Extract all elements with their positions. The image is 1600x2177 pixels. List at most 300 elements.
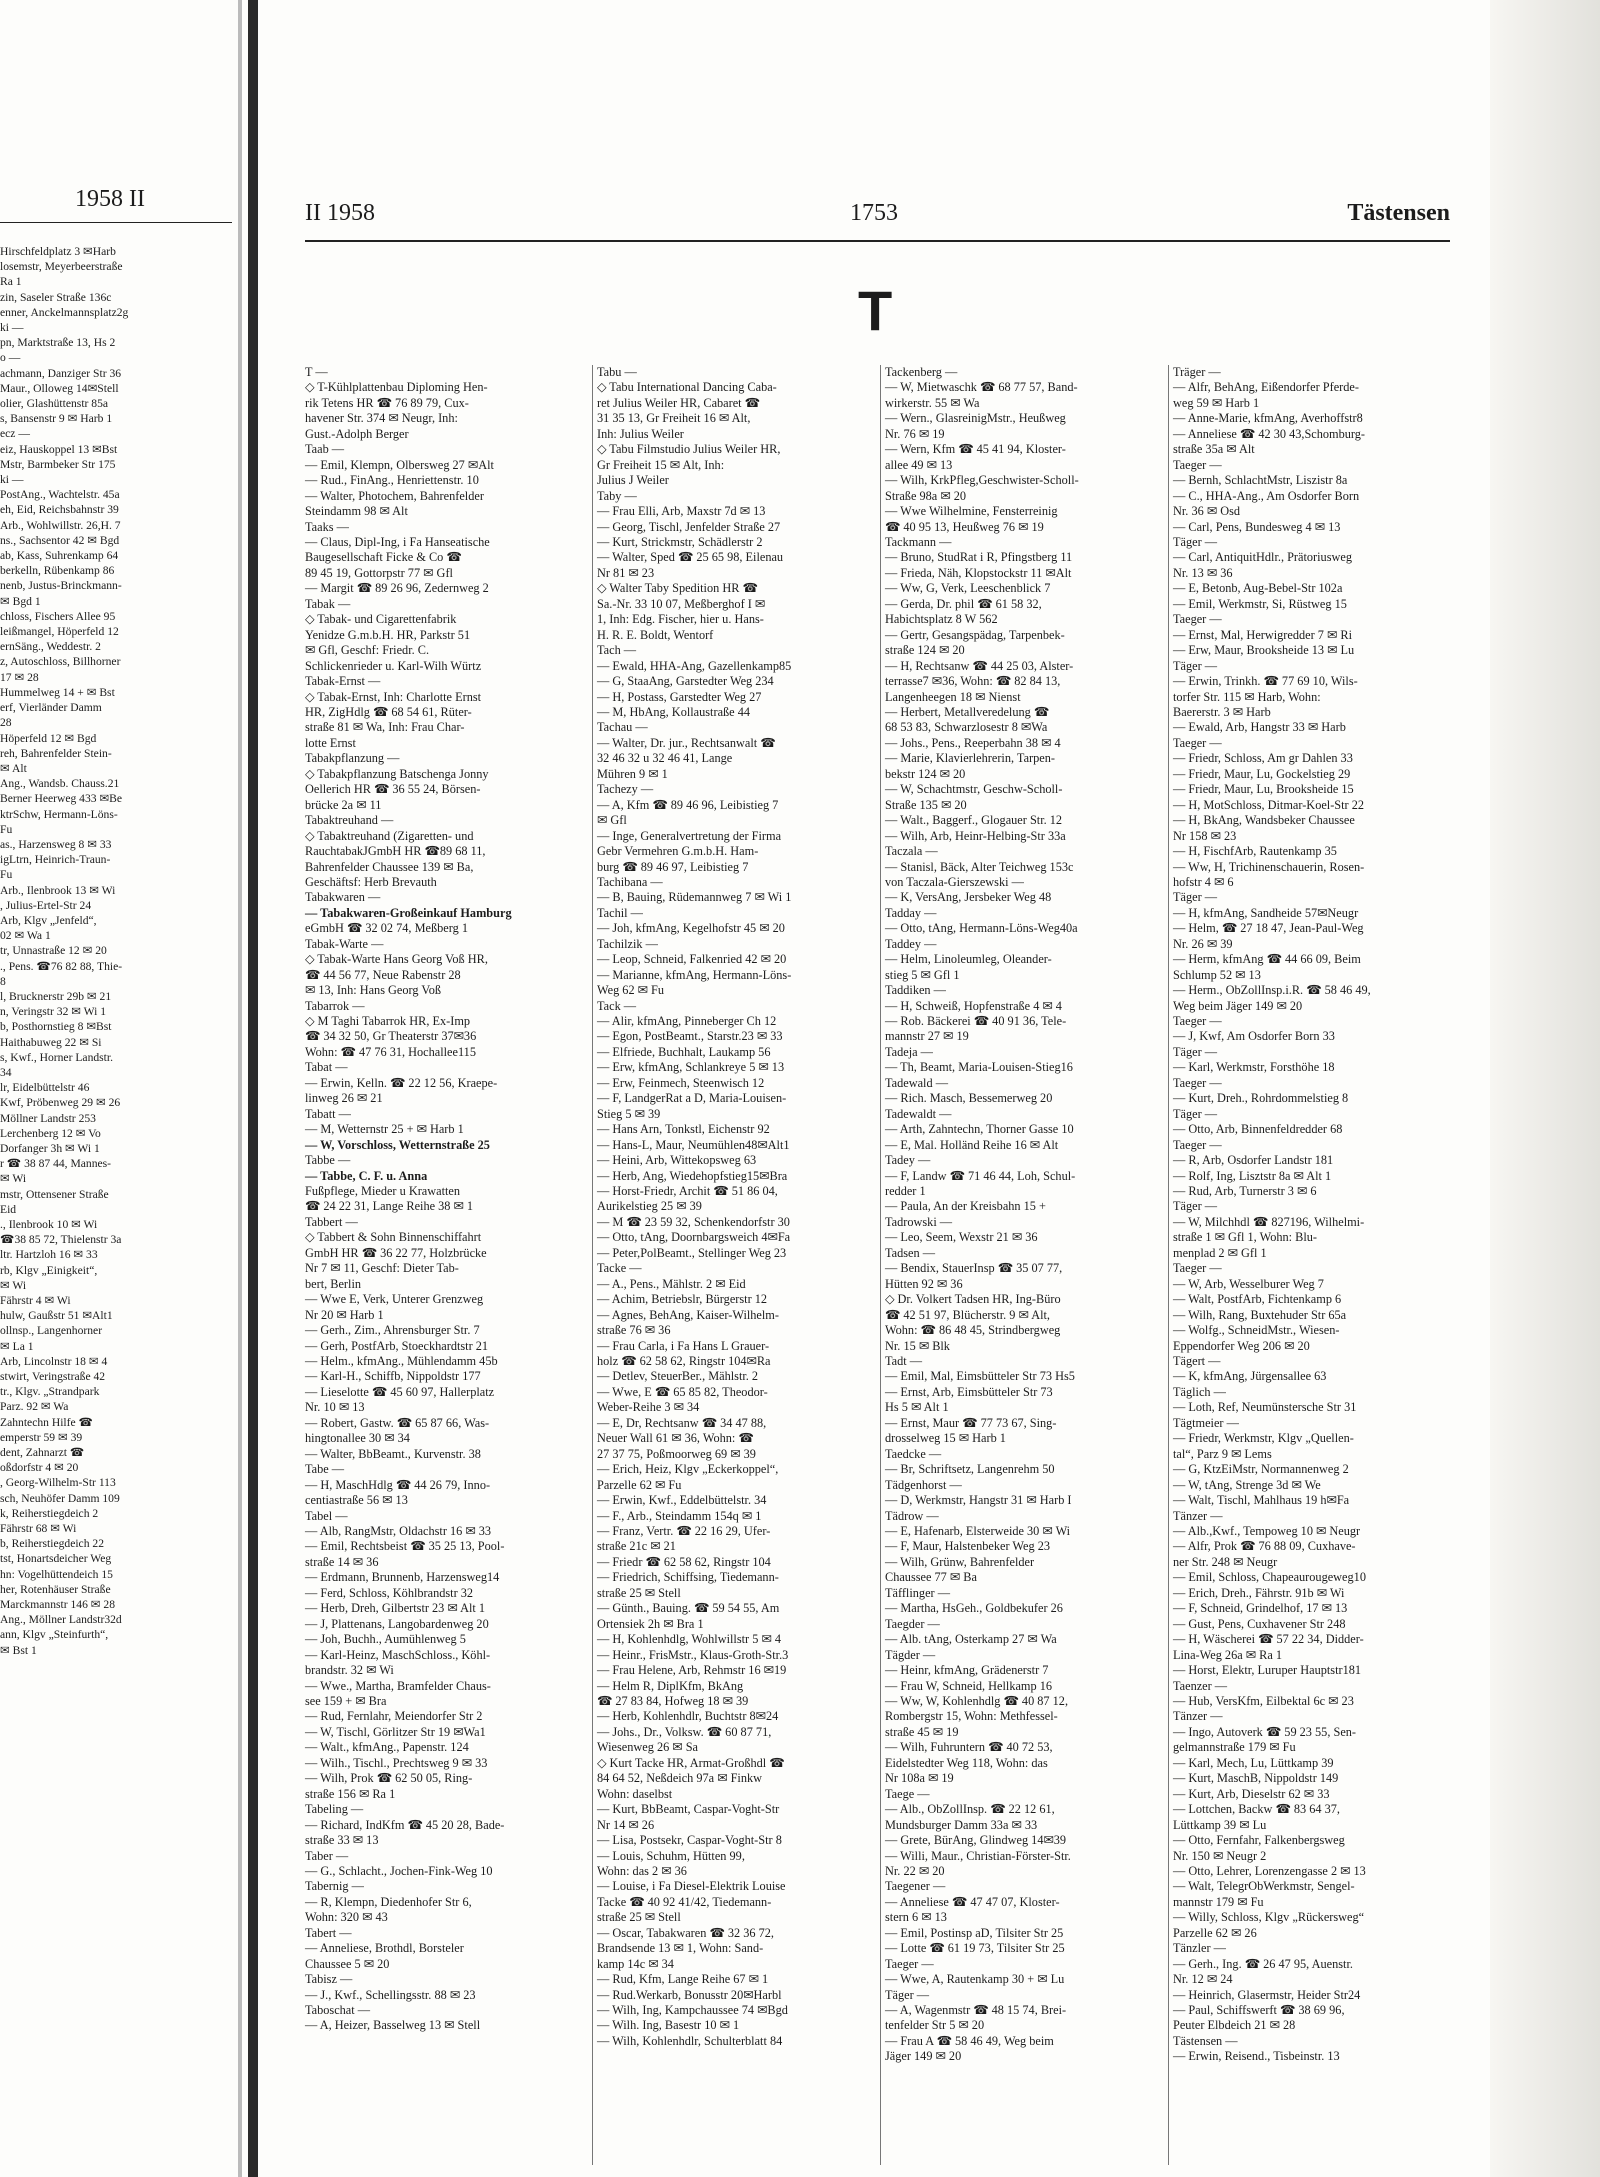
- left-page-line: igLtrn, Heinrich-Traun-: [0, 853, 111, 867]
- surname-heading: Tägert —: [1173, 1354, 1221, 1368]
- directory-entry: — J., Kwf., Schellingsstr. 88 ✉ 23: [305, 1987, 476, 2002]
- directory-entry: — Walter, Dr. jur., Rechtsanwalt ☎: [597, 735, 776, 750]
- left-page-line: stwirt, Veringstraße 42: [0, 1370, 106, 1384]
- surname-heading: Tackmann —: [885, 534, 952, 549]
- directory-entry: Nr. 150 ✉ Neugr 2: [1173, 1848, 1267, 1863]
- directory-entry: 68 53 83, Schwarzlosestr 8 ✉Wa: [885, 720, 1048, 735]
- left-page-line: olier, Glashüttenstr 85a: [0, 397, 109, 411]
- directory-entry: — M, HbAng, Kollaustraße 44: [597, 704, 751, 719]
- surname-heading: Täger —: [1173, 890, 1218, 905]
- surname-heading: Täger —: [885, 1987, 930, 2002]
- surname-heading: Tabe —: [305, 1462, 345, 1477]
- directory-entry: Langenheegen 18 ✉ Nienst: [885, 689, 1021, 704]
- directory-entry: rik Tetens HR ☎ 76 89 79, Cux-: [305, 395, 469, 410]
- directory-entry: ✉ Gfl, Geschf: Friedr. C.: [305, 643, 430, 658]
- header-rule: [305, 240, 1450, 242]
- left-page-line: Haithabuweg 22 ✉ Si: [0, 1035, 102, 1049]
- book-gutter: [248, 0, 258, 2177]
- left-page-line: eiz, Hauskoppel 13 ✉Bst: [0, 442, 118, 456]
- surname-heading: Tabak-Warte —: [305, 936, 384, 951]
- directory-entry: — Wern, Kfm ☎ 45 41 94, Kloster-: [885, 442, 1066, 457]
- directory-entry: — Wilh, Rang, Buxtehuder Str 65a: [1173, 1307, 1347, 1322]
- directory-entry: straße 124 ✉ 20: [885, 643, 965, 658]
- directory-entry: — Otto, Fernfahr, Falkenbergsweg: [1173, 1833, 1345, 1848]
- directory-entry: — Anneliese ☎ 42 30 43,Schomburg-: [1173, 426, 1366, 441]
- surname-heading: Tadey —: [885, 1153, 931, 1168]
- directory-entry: menplad 2 ✉ Gfl 1: [1173, 1245, 1267, 1260]
- header-right-keyword: Tästensen: [1347, 200, 1450, 226]
- left-page-line: 17 ✉ 28: [0, 670, 39, 684]
- directory-entry: — H, Schweiß, Hopfenstraße 4 ✉ 4: [885, 998, 1062, 1013]
- directory-entry: mannstr 179 ✉ Fu: [1173, 1894, 1264, 1909]
- directory-entry: — Friedr, Maur, Lu, Gockelstieg 29: [1173, 766, 1351, 781]
- directory-entry: — Rud, Fernlahr, Meiendorfer Str 2: [305, 1709, 483, 1724]
- surname-heading: Taenzer —: [1173, 1678, 1228, 1693]
- surname-heading: Taegder —: [885, 1616, 940, 1631]
- directory-entry: — Kurt, Strickmstr, Schädlerstr 2: [597, 534, 763, 549]
- directory-entry: — Frieda, Näh, Klopstockstr 11 ✉Alt: [885, 565, 1072, 580]
- directory-entry: — Rich. Masch, Bessemerweg 20: [885, 1091, 1053, 1106]
- directory-entry: — Wwe., Martha, Bramfelder Chaus-: [305, 1678, 491, 1693]
- surname-heading: Taeger —: [885, 1956, 934, 1971]
- directory-entry: weg 59 ✉ Harb 1: [1173, 395, 1260, 410]
- directory-entry: — Rob. Bäckerei ☎ 40 91 36, Tele-: [885, 1014, 1067, 1029]
- directory-entry: — Emil, Werkmstr, Si, Rüstweg 15: [1173, 596, 1347, 611]
- directory-entry: — Anneliese ☎ 47 47 07, Kloster-: [885, 1894, 1060, 1909]
- directory-entry: straße 14 ✉ 36: [305, 1554, 379, 1569]
- directory-entry: straße 35a ✉ Alt: [1173, 442, 1255, 457]
- directory-entry: — Ernst, Maur ☎ 77 73 67, Sing-: [885, 1415, 1057, 1430]
- left-page-line: , Georg-Wilhelm-Str 113: [0, 1476, 116, 1490]
- directory-entry: centiastraße 56 ✉ 13: [305, 1493, 408, 1508]
- left-page-line: ✉ Alt: [0, 761, 27, 775]
- directory-entry: Parzelle 62 ✉ 26: [1173, 1925, 1257, 1940]
- directory-entry: — Inge, Generalvertretung der Firma: [597, 828, 782, 843]
- directory-entry: — Wwe, A, Rautenkamp 30 + ✉ Lu: [885, 1972, 1065, 1987]
- directory-entry: — Walt., kfmAng., Papenstr. 124: [305, 1740, 469, 1755]
- directory-entry: 84 64 52, Neßdeich 97a ✉ Finkw: [597, 1771, 763, 1786]
- left-page-line: PostAng., Wachtelstr. 45a: [0, 488, 120, 502]
- directory-entry: — Detlev, SteuerBer., Mählstr. 2: [597, 1369, 759, 1384]
- page-header: [305, 200, 1450, 230]
- left-page-line: Fu: [0, 868, 13, 882]
- surname-heading: Tägtmeier —: [1173, 1415, 1239, 1430]
- directory-entry: 32 46 32 u 32 46 41, Lange: [597, 751, 733, 766]
- directory-entry: — Wilh, Grünw, Bahrenfelder: [885, 1554, 1035, 1569]
- directory-entry: — Rud, Arb, Turnerstr 3 ✉ 6: [1173, 1184, 1317, 1199]
- left-page-line: , Julius-Ertel-Str 24: [0, 898, 92, 912]
- surname-heading: Tach —: [597, 643, 637, 658]
- left-page-line: n, Veringstr 32 ✉ Wi 1: [0, 1005, 107, 1019]
- directory-entry: — Frau A ☎ 58 46 49, Weg beim: [885, 2033, 1054, 2048]
- section-letter: T: [858, 279, 893, 342]
- directory-entry: — Wilh, Arb, Heinr-Helbing-Str 33a: [885, 828, 1066, 843]
- left-page-line: s, Kwf., Horner Landstr.: [0, 1050, 114, 1064]
- directory-entry: — Lottchen, Backw ☎ 83 64 37,: [1173, 1802, 1340, 1817]
- directory-entry: — R, Klempn, Diedenhofer Str 6,: [305, 1894, 472, 1909]
- left-page-line: ✉ Bst 1: [0, 1643, 37, 1657]
- directory-entry: Baugesellschaft Ficke & Co ☎: [305, 550, 462, 565]
- directory-entry: — Alir, kfmAng, Pinneberger Ch 12: [597, 1014, 777, 1029]
- directory-entry: Chaussee 5 ✉ 20: [305, 1956, 390, 1971]
- directory-entry: mannstr 27 ✉ 19: [885, 1029, 969, 1044]
- directory-entry: ☎ 34 32 50, Gr Theaterstr 37✉36: [305, 1029, 477, 1044]
- directory-entry: — H, Wäscherei ☎ 57 22 34, Didder-: [1173, 1632, 1364, 1647]
- surname-heading: Taaks —: [305, 519, 349, 534]
- directory-entry: — Bernh, SchlachtMstr, Liszistr 8a: [1173, 473, 1348, 488]
- left-page-line: 34: [0, 1065, 12, 1079]
- directory-entry: Wohn: daselbst: [597, 1786, 673, 1801]
- directory-entry: — Friedrich, Schiffsing, Tiedemann-: [597, 1570, 779, 1585]
- directory-entry: Eppendorfer Weg 206 ✉ 20: [1173, 1338, 1310, 1353]
- left-page-line: dent, Zahnarzt ☎: [0, 1446, 85, 1460]
- directory-entry: — Wilh, Kohlenhdlr, Schulterblatt 84: [597, 2033, 783, 2048]
- directory-entry: — Joh, Buchh., Aumühlenweg 5: [305, 1632, 466, 1647]
- directory-entry: brandstr. 32 ✉ Wi: [305, 1663, 394, 1678]
- directory-entry: Nr 108a ✉ 19: [885, 1771, 954, 1786]
- directory-entry: — W, Schachtmstr, Geschw-Scholl-: [885, 782, 1063, 797]
- directory-entry: — Karl, Werkmstr, Forsthöhe 18: [1173, 1060, 1335, 1075]
- surname-heading: Tachilzik —: [597, 936, 658, 951]
- directory-entry: ☎ 42 51 97, Blücherstr. 9 ✉ Alt,: [885, 1307, 1050, 1322]
- directory-entry: Eidelstedter Weg 118, Wohn: das: [885, 1755, 1048, 1770]
- directory-entry: tal“, Parz 9 ✉ Lems: [1173, 1446, 1272, 1461]
- directory-entry: straße 81 ✉ Wa, Inh: Frau Char-: [305, 720, 465, 735]
- directory-entry: Brandsende 13 ✉ 1, Wohn: Sand-: [597, 1941, 764, 1956]
- left-page-line: Arb, Klgv „Jenfeld“,: [0, 913, 97, 927]
- left-page-line: ktrSchw, Hermann-Löns-: [0, 807, 118, 821]
- directory-entry: — H, Kohlenhdlg, Wohlwillstr 5 ✉ 4: [597, 1632, 781, 1647]
- directory-entry: drosselweg 15 ✉ Harb 1: [885, 1431, 1006, 1446]
- directory-entry: brücke 2a ✉ 11: [305, 797, 382, 812]
- left-page-line: Dorfanger 3h ✉ Wi 1: [0, 1141, 100, 1155]
- left-page-line: rb, Klgv „Einigkeit“,: [0, 1263, 98, 1277]
- surname-heading: Tacke —: [597, 1261, 642, 1276]
- directory-entry: Nr 20 ✉ Harb 1: [305, 1307, 384, 1322]
- surname-heading: Taeger —: [1173, 612, 1222, 627]
- directory-entry: — Erdmann, Brunnenb, Harzensweg14: [305, 1570, 500, 1585]
- directory-entry: — Friedr, Werkmstr, Klgv „Quellen-: [1173, 1431, 1354, 1446]
- directory-entry: Wohn: das 2 ✉ 36: [597, 1863, 687, 1878]
- directory-entry: — Walt., Baggerf., Glogauer Str. 12: [885, 813, 1063, 828]
- directory-entry: — H, MotSchloss, Ditmar-Koel-Str 22: [1173, 797, 1365, 812]
- directory-entry: see 159 + ✉ Bra: [305, 1693, 387, 1708]
- directory-entry: — E, Dr, Rechtsanw ☎ 34 47 88,: [597, 1415, 767, 1430]
- directory-entry: — Ferd, Schloss, Köhlbrandstr 32: [305, 1585, 474, 1600]
- directory-entry: ret Julius Weiler HR, Cabaret ☎: [597, 395, 760, 410]
- directory-entry: — H, BkAng, Wandsbeker Chaussee: [1173, 813, 1355, 828]
- directory-entry: — F, Schneid, Grindelhof, 17 ✉ 13: [1173, 1601, 1348, 1616]
- surname-heading: Taeger —: [1173, 1014, 1222, 1029]
- directory-entry: — Carl, AntiquitHdlr., Prätoriusweg: [1173, 550, 1352, 565]
- surname-heading: Tack —: [597, 998, 637, 1013]
- surname-heading: Tadt —: [885, 1354, 923, 1368]
- directory-entry: — Gerh, PostfArb, Stoeckhardtstr 21: [305, 1338, 489, 1353]
- directory-entry: — Frau Elli, Arb, Maxstr 7d ✉ 13: [597, 504, 766, 519]
- directory-entry: RauchtabakJGmbH HR ☎89 68 11,: [305, 844, 486, 859]
- surname-heading: Tabernig —: [305, 1879, 364, 1894]
- directory-entry: — F, Maur, Halstenbeker Weg 23: [885, 1539, 1050, 1554]
- surname-heading: Tädgenhorst —: [885, 1477, 962, 1492]
- directory-entry: — Walt, PostfArb, Fichtenkamp 6: [1173, 1292, 1342, 1307]
- left-page-line: k, Reiherstiegdeich 2: [0, 1506, 99, 1520]
- directory-entry: — Wolfg., SchneidMstr., Wiesen-: [1173, 1323, 1340, 1338]
- directory-entry: — Wilh. Ing, Basestr 10 ✉ 1: [597, 2018, 740, 2033]
- directory-entry: — Otto, tAng, Hermann-Löns-Weg40a: [885, 921, 1078, 936]
- left-page-line: 28: [0, 716, 12, 730]
- directory-entry: — R, Arb, Osdorfer Landstr 181: [1173, 1153, 1334, 1168]
- surname-heading: Tabeling —: [305, 1802, 364, 1817]
- directory-entry: — Alfr, Prok ☎ 76 88 09, Cuxhave-: [1173, 1539, 1356, 1554]
- left-page-line: Kwf, Pröbenweg 29 ✉ 26: [0, 1096, 121, 1110]
- directory-entry: — Anneliese, Brothdl, Borsteler: [305, 1941, 464, 1956]
- surname-heading: Taddiken —: [885, 983, 946, 998]
- left-page-line: ns., Sachsentor 42 ✉ Bgd: [0, 533, 120, 547]
- left-page-line: ✉ Bgd 1: [0, 594, 41, 608]
- left-page-line: oßdorfstr 4 ✉ 20: [0, 1461, 79, 1475]
- directory-entry: — Heinr., FrisMstr., Klaus-Groth-Str.3: [597, 1647, 789, 1662]
- left-page-line: achmann, Danziger Str 36: [0, 366, 122, 380]
- directory-entry: Hütten 92 ✉ 36: [885, 1276, 963, 1291]
- directory-entry: — H, Rechtsanw ☎ 44 25 03, Alster-: [885, 658, 1074, 673]
- directory-entry: — H, MaschHdlg ☎ 44 26 79, Inno-: [305, 1477, 491, 1492]
- surname-heading: Tadewald —: [885, 1075, 948, 1090]
- directory-entry: — H, kfmAng, Sandheide 57✉Neugr: [1173, 905, 1359, 920]
- directory-entry: — Marianne, kfmAng, Hermann-Löns-: [597, 967, 792, 982]
- left-page-line: mstr, Ottensener Straße: [0, 1187, 109, 1201]
- directory-entry: allee 49 ✉ 13: [885, 457, 953, 472]
- directory-entry: — Heinrich, Glasermstr, Heider Str24: [1173, 1987, 1361, 2002]
- directory-entry: straße 156 ✉ Ra 1: [305, 1786, 396, 1801]
- directory-entry: straße 25 ✉ Stell: [597, 1910, 681, 1925]
- left-page-line: z, Autoschloss, Billhorner: [0, 655, 121, 669]
- left-page-line: r ☎ 38 87 44, Mannes-: [0, 1157, 112, 1171]
- directory-entry: — Frau Carla, i Fa Hans L Grauer-: [597, 1338, 770, 1353]
- directory-entry: — W, Milchhdl ☎ 827196, Wilhelmi-: [1173, 1214, 1365, 1229]
- directory-entry: — H, FischfArb, Rautenkamp 35: [1173, 844, 1337, 859]
- left-page-line: Mstr, Barmbeker Str 175: [0, 457, 116, 471]
- left-page-line: Fährstr 68 ✉ Wi: [0, 1522, 77, 1536]
- directory-entry: — Alb, RangMstr, Oldachstr 16 ✉ 33: [305, 1523, 492, 1538]
- directory-entry: — M ☎ 23 59 32, Schenkendorfstr 30: [597, 1214, 790, 1229]
- directory-entry: — Walter, Sped ☎ 25 65 98, Eilenau: [597, 550, 784, 565]
- directory-entry: — Loth, Ref, Neumünstersche Str 31: [1173, 1400, 1357, 1415]
- surname-heading: Taby —: [597, 488, 637, 503]
- directory-entry: — Alb. tAng, Osterkamp 27 ✉ Wa: [885, 1632, 1057, 1647]
- directory-entry: Oellerich HR ☎ 36 55 24, Börsen-: [305, 782, 481, 797]
- directory-entry: Nr. 12 ✉ 24: [1173, 1972, 1233, 1987]
- directory-entry: Nr. 36 ✉ Osd: [1173, 504, 1241, 519]
- left-page-line: Maur., Olloweg 14✉Stell: [0, 381, 119, 395]
- directory-entry: Aurikelstieg 25 ✉ 39: [597, 1199, 702, 1214]
- column-2: [597, 365, 877, 2049]
- directory-entry: — Margit ☎ 89 26 96, Zedernweg 2: [305, 581, 489, 596]
- directory-entry: — Herm., ObZollInsp.i.R. ☎ 58 46 49,: [1173, 983, 1371, 998]
- directory-entry: Parzelle 62 ✉ Fu: [597, 1477, 682, 1492]
- surname-heading: Täglich —: [1173, 1384, 1226, 1399]
- column-divider: [880, 365, 881, 2165]
- directory-entry: Bahrenfelder Chaussee 139 ✉ Ba,: [305, 859, 474, 874]
- directory-entry: linweg 26 ✉ 21: [305, 1091, 383, 1106]
- directory-entry: — H, Postass, Garstedter Weg 27: [597, 689, 762, 704]
- directory-entry: — Walt, TelegrObWerkmstr, Sengel-: [1173, 1879, 1355, 1894]
- left-page-header: 1958 II: [75, 186, 145, 212]
- directory-entry: — Helm, ☎ 27 18 47, Jean-Paul-Weg: [1173, 921, 1364, 936]
- directory-entry: — Wern., GlasreinigMstr., Heußweg: [885, 411, 1066, 426]
- directory-entry: Gebr Vermehren G.m.b.H. Ham-: [597, 844, 759, 859]
- surname-heading: Täger —: [1173, 1044, 1218, 1059]
- left-page-line: Ang., Möllner Landstr32d: [0, 1613, 122, 1627]
- directory-entry: Straße 98a ✉ 20: [885, 488, 966, 503]
- directory-entry: — D, Werkmstr, Hangstr 31 ✉ Harb I: [885, 1493, 1072, 1508]
- directory-entry: Schlickenrieder u. Karl-Wilh Würtz: [305, 658, 482, 673]
- directory-entry: Steindamm 98 ✉ Alt: [305, 504, 408, 519]
- directory-entry: — Th, Beamt, Maria-Louisen-Stieg16: [885, 1060, 1073, 1075]
- left-page-line: reh, Bahrenfelder Stein-: [0, 746, 112, 760]
- header-left: II 1958: [305, 200, 375, 226]
- directory-entry: — Frau W, Schneid, Hellkamp 16: [885, 1678, 1053, 1693]
- directory-entry: Lina-Weg 26a ✉ Ra 1: [1173, 1647, 1283, 1662]
- directory-entry: — W, Arb, Wesselburer Weg 7: [1173, 1276, 1324, 1291]
- directory-entry: — Horst-Friedr, Archit ☎ 51 86 04,: [597, 1184, 778, 1199]
- surname-heading: Tabaktreuhand —: [305, 813, 394, 828]
- directory-entry: — Johs., Pens., Reeperbahn 38 ✉ 4: [885, 735, 1061, 750]
- directory-entry: ◇ Tabu Filmstudio Julius Weiler HR,: [597, 442, 781, 457]
- directory-entry: Wohn: ☎ 47 76 31, Hochallee115: [305, 1044, 476, 1059]
- surname-heading: Tachibana —: [597, 874, 663, 889]
- directory-entry: — Grete, BürAng, Glindweg 14✉39: [885, 1833, 1067, 1848]
- directory-entry: — Marie, Klavierlehrerin, Tarpen-: [885, 751, 1055, 766]
- directory-entry: — Helm., kfmAng., Mühlendamm 45b: [305, 1354, 498, 1368]
- left-page-line: ann, Klgv „Steinfurth“,: [0, 1628, 109, 1642]
- directory-entry: — Richard, IndKfm ☎ 45 20 28, Bade-: [305, 1817, 505, 1832]
- directory-entry: — Tabbe, C. F. u. Anna: [305, 1168, 428, 1183]
- directory-entry: — Kurt, MaschB, Nippoldstr 149: [1173, 1771, 1339, 1786]
- directory-entry: — Friedr, Schloss, Am gr Dahlen 33: [1173, 751, 1353, 766]
- surname-heading: Tästensen —: [1173, 2033, 1238, 2048]
- directory-entry: ☎ 44 56 77, Neue Rabenstr 28: [305, 967, 461, 982]
- directory-entry: ◇ T-Kühlplattenbau Diploming Hen-: [305, 380, 488, 395]
- directory-entry: — A., Pens., Mählstr. 2 ✉ Eid: [597, 1276, 746, 1291]
- directory-entry: — Herb, Ang, Wiedehopfstieg15✉Bra: [597, 1168, 788, 1183]
- directory-entry: stern 6 ✉ 13: [885, 1910, 947, 1925]
- surname-heading: Täger —: [1173, 534, 1218, 549]
- directory-entry: — Georg, Tischl, Jenfelder Straße 27: [597, 519, 781, 534]
- directory-entry: ☎ 27 83 84, Hofweg 18 ✉ 39: [597, 1693, 749, 1708]
- left-page-line: Hummelweg 14 + ✉ Bst: [0, 685, 115, 699]
- directory-entry: — Johs., Dr., Volksw. ☎ 60 87 71,: [597, 1724, 772, 1739]
- left-page-line: Eid: [0, 1202, 17, 1216]
- directory-entry: — Louise, i Fa Diesel-Elektrik Louise: [597, 1879, 786, 1894]
- directory-entry: ◇ Tabu International Dancing Caba-: [597, 380, 777, 395]
- directory-entry: Wohn: ☎ 86 48 45, Strindbergweg: [885, 1323, 1061, 1338]
- directory-entry: Nr. 13 ✉ 36: [1173, 565, 1233, 580]
- directory-entry: — Walter, Photochem, Bahrenfelder: [305, 488, 484, 503]
- directory-entry: — Peter,PolBeamt., Stellinger Weg 23: [597, 1245, 787, 1260]
- directory-entry: ◇ Walter Taby Spedition HR ☎: [597, 581, 758, 596]
- surname-heading: Tänzer —: [1173, 1709, 1223, 1724]
- surname-heading: Taddey —: [885, 936, 937, 951]
- directory-entry: — G., Schlacht., Jochen-Fink-Weg 10: [305, 1863, 493, 1878]
- directory-entry: Weber-Reihe 3 ✉ 34: [597, 1400, 700, 1415]
- left-page-line: ltr. Hartzloh 16 ✉ 33: [0, 1248, 98, 1262]
- directory-entry: — F, Landw ☎ 71 46 44, Loh, Schul-: [885, 1168, 1076, 1183]
- surname-heading: Taege —: [885, 1786, 930, 1801]
- directory-entry: — Achim, Betriebslr, Bürgerstr 12: [597, 1292, 768, 1307]
- left-page-line: lr, Eidelbüttelstr 46: [0, 1081, 90, 1095]
- book-gutter-shadow: [238, 0, 242, 2177]
- directory-entry: — Karl-Heinz, MaschSchloss., Köhl-: [305, 1647, 491, 1662]
- surname-heading: Tabat —: [305, 1060, 348, 1075]
- directory-entry: — Joh, kfmAng, Kegelhofstr 45 ✉ 20: [597, 921, 785, 936]
- directory-entry: — Walter, BbBeamt., Kurvenstr. 38: [305, 1446, 481, 1461]
- directory-entry: Chaussee 77 ✉ Ba: [885, 1570, 977, 1585]
- directory-entry: — Wwe, E ☎ 65 85 82, Theodor-: [597, 1384, 768, 1399]
- directory-entry: — Tabakwaren-Großeinkauf Hamburg: [305, 905, 512, 920]
- surname-heading: T —: [305, 365, 328, 379]
- directory-entry: ◇ Dr. Volkert Tadsen HR, Ing-Büro: [885, 1292, 1061, 1307]
- surname-heading: Tachil —: [597, 905, 643, 920]
- directory-entry: — Erwin, Kelln. ☎ 22 12 56, Kraepe-: [305, 1075, 498, 1090]
- directory-entry: wirkerstr. 55 ✉ Wa: [885, 395, 980, 410]
- directory-entry: — Herbert, Metallveredelung ☎: [885, 704, 1050, 719]
- directory-entry: — Elfriede, Buchhalt, Laukamp 56: [597, 1044, 771, 1059]
- left-page-line: Arb., Wohlwillstr. 26,H. 7: [0, 518, 121, 532]
- directory-entry: — Heinr, kfmAng, Grädenerstr 7: [885, 1663, 1049, 1678]
- directory-entry: Weg beim Jäger 149 ✉ 20: [1173, 998, 1303, 1013]
- left-page-line: Fu: [0, 822, 13, 836]
- directory-entry: ◇ Tabak-Warte Hans Georg Voß HR,: [305, 952, 488, 967]
- directory-entry: straße 45 ✉ 19: [885, 1724, 959, 1739]
- directory-entry: 31 35 13, Gr Freiheit 16 ✉ Alt,: [597, 411, 751, 426]
- surname-heading: von Taczala-Gierszewski —: [885, 874, 1024, 889]
- left-page-line: eh, Eid, Reichsbahnstr 39: [0, 503, 119, 517]
- directory-entry: kamp 14c ✉ 34: [597, 1956, 674, 1971]
- directory-entry: Rombergstr 15, Wohn: Methfessel-: [885, 1709, 1058, 1724]
- left-page-line: ✉ La 1: [0, 1339, 34, 1353]
- directory-entry: Nr. 22 ✉ 20: [885, 1863, 945, 1878]
- directory-entry: — Wilh, KrkPfleg,Geschwister-Scholl-: [885, 473, 1079, 488]
- directory-entry: — Wwe Wilhelmine, Fensterreinig: [885, 504, 1058, 519]
- directory-entry: — Herb, Dreh, Gilbertstr 23 ✉ Alt 1: [305, 1601, 486, 1616]
- directory-entry: Tacke ☎ 40 92 41/42, Tiedemann-: [597, 1894, 772, 1909]
- left-page-line: ki —: [0, 321, 24, 335]
- directory-entry: — Erwin, Trinkh. ☎ 77 69 10, Wils-: [1173, 674, 1358, 689]
- directory-entry: — A, Wagenmstr ☎ 48 15 74, Brei-: [885, 2003, 1067, 2018]
- left-page-line: emperstr 59 ✉ 39: [0, 1430, 83, 1444]
- directory-entry: straße 1 ✉ Gfl 1, Wohn: Blu-: [1173, 1230, 1317, 1245]
- directory-entry: — Emil, Mal, Eimsbütteler Str 73 Hs5: [885, 1369, 1075, 1384]
- directory-entry: — Alfr, BehAng, Eißendorfer Pferde-: [1173, 380, 1359, 395]
- directory-entry: — Wilh, Prok ☎ 62 50 05, Ring-: [305, 1771, 473, 1786]
- left-page-line: b, Reiherstiegdeich 22: [0, 1537, 104, 1551]
- left-page-line: tr, Unnastraße 12 ✉ 20: [0, 944, 107, 958]
- surname-heading: Tabu —: [597, 365, 637, 379]
- surname-heading: Tachezy —: [597, 782, 654, 797]
- directory-entry: HR, ZigHdlg ☎ 68 54 61, Rüter-: [305, 704, 472, 719]
- directory-entry: — Anne-Marie, kfmAng, Averhoffstr8: [1173, 411, 1363, 426]
- directory-entry: — Friedr, Maur, Lu, Brooksheide 15: [1173, 782, 1354, 797]
- directory-entry: havener Str. 374 ✉ Neugr, Inh:: [305, 411, 458, 426]
- directory-entry: Baererstr. 3 ✉ Harb: [1173, 704, 1271, 719]
- directory-entry: — Frau Helene, Arb, Rehmstr 16 ✉19: [597, 1663, 787, 1678]
- directory-entry: — Gust, Pens, Cuxhavener Str 248: [1173, 1616, 1346, 1631]
- left-page-line: s, Bansenstr 9 ✉ Harb 1: [0, 412, 113, 426]
- directory-entry: — Friedr ☎ 62 58 62, Ringstr 104: [597, 1554, 771, 1569]
- directory-entry: Nr. 26 ✉ 39: [1173, 936, 1233, 951]
- directory-entry: Schlump 52 ✉ 13: [1173, 967, 1261, 982]
- directory-entry: Nr. 76 ✉ 19: [885, 426, 945, 441]
